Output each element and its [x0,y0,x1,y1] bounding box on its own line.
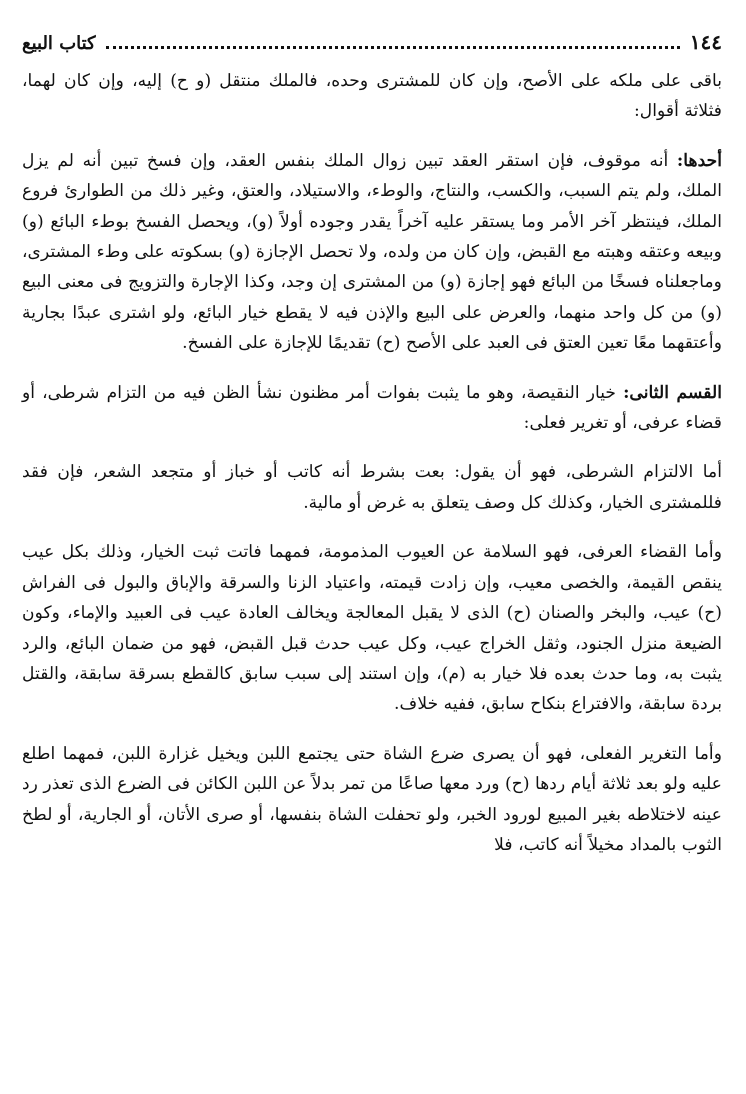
paragraph-3-lead: القسم الثانى: [623,382,722,403]
paragraph-4-text: أما الالتزام الشرطى، فهو أن يقول: بعت بشرط أنه كاتب أو خباز أو متجعد الشعر، فإن فقد فللمشترى الخيار، وكذلك كل وصف يتعلق به غرض أو مالية. [22,462,722,513]
paragraph-4 [22,457,722,518]
paragraph-3-text: خيار النقيصة، وهو ما يثبت بفوات أمر مظنون نشأ الظن فيه من التزام شرطى، أو قضاء عرفى، أو تغرير فعلى: [22,382,722,434]
paragraph-6-text: وأما التغرير الفعلى، فهو أن يصرى ضرع الشاة حتى يجتمع اللبن ويخيل غزارة اللبن، فمهما اطلع عليه ولو بعد ثلاثة أيام ردها (ح) ورد معها صاعًا من تمر بدلاً عن اللبن الكائن فى الضرع الذى تعذر رد عينه لاختلاطه بغير المبيع لورود الخبر، ولو تحفلت الشاة بنفسها، أو صرى الأتان، أو الجارية، أو لطخ الثوب بالمداد مخيلاً أنه كاتب، فلا [22,743,722,855]
chapter-title: كتاب البيع [22,33,96,54]
paragraph-3 [22,378,722,439]
paragraph-2 [22,146,722,359]
paragraph-2-lead: أحدها: [676,150,722,171]
paragraph-1-text: باقى على ملكه على الأصح، وإن كان للمشترى وحده، فالملك منتقل (و ح) إليه، وإن كان لهما، فثلاثة أقوال: [22,71,722,122]
paragraph-2-text: أنه موقوف، فإن استقر العقد تبين زوال الملك بنفس العقد، وإن فسخ تبين أنه لم يزل الملك، ولم يتم السبب، والكسب، والنتاج، والوطء، والاستيلاد، والعتق، وغير ذلك من الطوارئ فروع الملك، فينتظر آخر الأمر وما يستقر عليه آخراً يقدر وجوده أولاً (و)، ويحصل الفسخ بوطء البائع (و) وبيعه وعتقه وهبته مع القبض، وإن كان من ولده، ولا تحصل الإجازة (و) بسكوته على وطء المشترى، وماجعلناه فسخًا من البائع فهو إجازة (و) من المشترى إن وجد، وكذا الإجارة والتزويج فى معنى البيع (و) من كل واحد منهما، والعرض على البيع والإذن فيه لا يقطع خيار البائع، ولو اشترى عبدًا بجارية وأعتقهما معًا تعين العتق فى العبد على الأصح (ح) تقديمًا للإجازة على الفسخ. [22,150,722,354]
paragraph-5 [22,537,722,719]
dot-leader [106,34,680,49]
running-header [22,30,722,62]
paragraph-6 [22,739,722,861]
page-number: ١٤٤ [689,30,722,54]
book-page [22,30,722,1094]
paragraph-1 [22,66,722,127]
paragraph-5-text: وأما القضاء العرفى، فهو السلامة عن العيوب المذمومة، فمهما فاتت ثبت الخيار، وذلك بكل عيب ينقص القيمة، والخصى معيب، وإن زادت قيمته، واعتياد الزنا والسرقة والإباق والبول فى الفراش (ح) عيب، والبخر والصنان (ح) الذى لا يقبل المعالجة ويخالف العادة عيب فى العبيد والإماء، وكون الضيعة منزل الجنود، وثقل الخراج عيب، وكل عيب حدث قبل القبض، فهو من ضمان البائع، والرد يثبت به، وما حدث بعده فلا خيار به (م)، وإن استند إلى سبب سابق كالقطع بسرقة سابقة، والقتل بردة سابقة، والافتراع بنكاح سابق، ففيه خلاف. [22,542,722,715]
body-text [22,66,722,860]
